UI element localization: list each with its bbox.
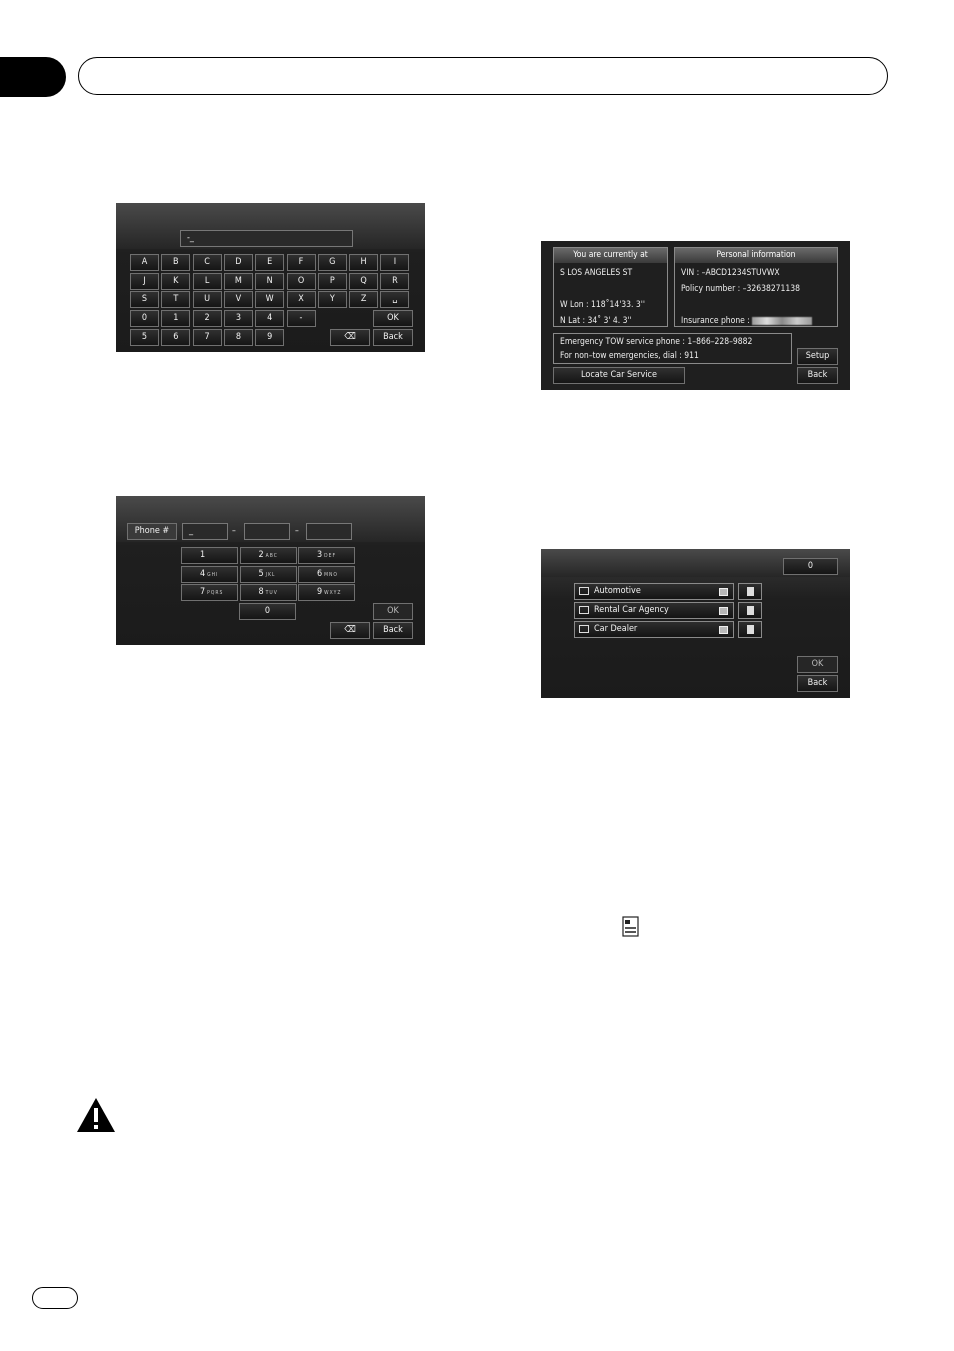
list-item-label: Automotive: [594, 586, 641, 596]
key-M[interactable]: M: [224, 273, 253, 290]
rental-icon: [579, 606, 589, 614]
phone-dash-1: –: [232, 526, 236, 536]
key-letters: ABC: [265, 553, 278, 559]
key-4[interactable]: 4: [255, 310, 284, 327]
alphabet-keyboard-screen: [116, 203, 425, 352]
key-E[interactable]: E: [255, 254, 284, 271]
longitude: W Lon : 118˚14'33. 3'': [560, 300, 645, 310]
category-list-screen: [541, 549, 850, 698]
key-B[interactable]: B: [161, 254, 190, 271]
key-digit: 2: [258, 550, 264, 560]
key-8[interactable]: 8: [224, 329, 253, 346]
key-F[interactable]: F: [287, 254, 316, 271]
key-I[interactable]: I: [380, 254, 409, 271]
key-Z[interactable]: Z: [349, 291, 378, 308]
key-Q[interactable]: Q: [349, 273, 378, 290]
key-Y[interactable]: Y: [318, 291, 347, 308]
back-button[interactable]: Back: [373, 622, 413, 639]
key-0[interactable]: 0: [130, 310, 159, 327]
list-item-automotive[interactable]: [574, 583, 734, 600]
list-item-rental-car-agency[interactable]: [574, 602, 734, 619]
key-2[interactable]: [240, 547, 297, 564]
locate-car-service-button[interactable]: Locate Car Service: [553, 367, 685, 384]
key-4[interactable]: [181, 566, 238, 583]
warning-triangle-icon: [76, 1097, 116, 1133]
key-space[interactable]: ␣: [380, 291, 409, 308]
key-digit: 9: [317, 587, 323, 598]
key-7[interactable]: [181, 584, 238, 601]
key-letters: TUV: [265, 590, 278, 597]
key-N[interactable]: N: [255, 273, 284, 290]
tow-service-phone: Emergency TOW service phone : 1–866–228–9882: [560, 337, 753, 347]
chapter-tab: [0, 57, 66, 97]
setup-button[interactable]: Setup: [797, 348, 838, 365]
key-letters: GHI: [207, 571, 219, 578]
key-digit: 7: [200, 587, 206, 598]
document-icon[interactable]: [738, 602, 762, 619]
personal-info-pane: [674, 247, 838, 327]
page-number-badge: [32, 1287, 78, 1309]
phone-segment-2[interactable]: [244, 523, 290, 540]
list-item-car-dealer[interactable]: [574, 621, 734, 638]
insurance-label: Insurance phone :: [681, 316, 753, 326]
key-letters: JKL: [265, 571, 276, 578]
list-item-label: Car Dealer: [594, 624, 638, 634]
key-digit: 5: [258, 568, 264, 579]
policy-number: Policy number : –32638271138: [681, 284, 801, 294]
phone-segment-1[interactable]: _: [182, 523, 228, 540]
phone-dash-2: –: [295, 526, 299, 536]
key-H[interactable]: H: [349, 254, 378, 271]
key-J[interactable]: J: [130, 273, 159, 290]
key-6[interactable]: 6: [161, 329, 190, 346]
key-U[interactable]: U: [193, 291, 222, 308]
key-9[interactable]: [298, 584, 355, 601]
key-W[interactable]: W: [255, 291, 284, 308]
key-5[interactable]: [240, 566, 297, 583]
key-A[interactable]: A: [130, 254, 159, 271]
key-9[interactable]: 9: [255, 329, 284, 346]
list-item-label: Rental Car Agency: [594, 605, 669, 615]
key-digit: 3: [317, 550, 323, 560]
insurance-phone: [681, 316, 812, 326]
key-D[interactable]: D: [224, 254, 253, 271]
phone-field-label: Phone #: [127, 523, 177, 540]
dealer-icon: [579, 625, 589, 633]
ok-button[interactable]: OK: [797, 656, 838, 673]
key-0[interactable]: 0: [239, 603, 296, 620]
back-button[interactable]: Back: [373, 329, 413, 346]
key-digit: 6: [317, 568, 323, 579]
emergency-pane: [553, 333, 792, 364]
key-letters: MNO: [324, 571, 338, 578]
header-bar: [78, 57, 888, 95]
location-pane: [553, 247, 668, 327]
key-1[interactable]: 1: [161, 310, 190, 327]
key-letters: DEF: [324, 553, 337, 559]
key-V[interactable]: V: [224, 291, 253, 308]
key-digit: 1: [200, 550, 206, 560]
document-icon: [622, 916, 639, 937]
back-button[interactable]: Back: [797, 367, 838, 384]
key-2[interactable]: 2: [193, 310, 222, 327]
key-S[interactable]: S: [130, 291, 159, 308]
car-icon: [579, 587, 589, 595]
non-tow-phone: For non–tow emergencies, dial : 911: [560, 351, 699, 361]
ok-button[interactable]: OK: [373, 310, 413, 327]
key-P[interactable]: P: [318, 273, 347, 290]
phone-segment-3[interactable]: [306, 523, 352, 540]
document-icon[interactable]: [738, 583, 762, 600]
key-8[interactable]: [240, 584, 297, 601]
key-O[interactable]: O: [287, 273, 316, 290]
delete-button[interactable]: ⌫: [330, 329, 370, 346]
personal-header: Personal information: [675, 248, 837, 263]
key-digit: 4: [200, 568, 206, 579]
back-button[interactable]: Back: [797, 675, 838, 692]
key-3[interactable]: [298, 547, 355, 564]
key-digit: 8: [258, 587, 264, 598]
latitude: N Lat : 34˚ 3' 4. 3'': [560, 316, 632, 326]
key-letters: PQRS: [207, 590, 224, 597]
checkbox-icon[interactable]: [719, 626, 728, 634]
key-L[interactable]: L: [193, 273, 222, 290]
selection-count: 0: [783, 558, 838, 575]
key-K[interactable]: K: [161, 273, 190, 290]
street-name: S LOS ANGELES ST: [560, 268, 633, 278]
key-1[interactable]: [181, 547, 238, 564]
vin: VIN : –ABCD1234STUVWX: [681, 268, 780, 278]
ok-button[interactable]: OK: [373, 603, 413, 620]
phone-keyboard-screen: [116, 496, 425, 645]
key-6[interactable]: [298, 566, 355, 583]
checkbox-icon[interactable]: [719, 588, 728, 596]
key-X[interactable]: X: [287, 291, 316, 308]
document-icon[interactable]: [738, 621, 762, 638]
key-T[interactable]: T: [161, 291, 190, 308]
key-5[interactable]: 5: [130, 329, 159, 346]
location-header: You are currently at: [554, 248, 667, 263]
delete-button[interactable]: ⌫: [330, 622, 370, 639]
blurred-phone: [752, 317, 812, 325]
key-7[interactable]: 7: [193, 329, 222, 346]
key-R[interactable]: R: [380, 273, 409, 290]
checkbox-icon[interactable]: [719, 607, 728, 615]
key-letters: WXYZ: [324, 590, 342, 597]
key-C[interactable]: C: [193, 254, 222, 271]
key--[interactable]: -: [287, 310, 316, 327]
key-3[interactable]: 3: [224, 310, 253, 327]
car-service-info-screen: [541, 241, 850, 390]
key-G[interactable]: G: [318, 254, 347, 271]
text-input[interactable]: -_: [180, 230, 353, 247]
